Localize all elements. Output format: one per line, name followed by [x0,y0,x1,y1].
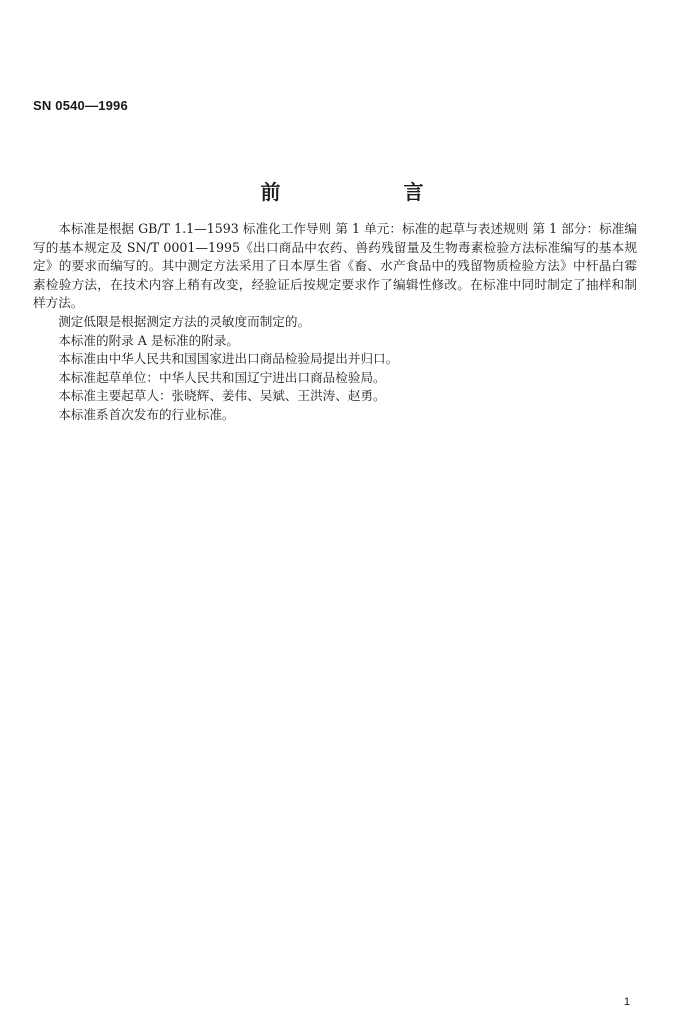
document-body [33,220,637,425]
paragraph-appendix: 本标准的附录 A 是标准的附录。 [58,332,240,348]
standard-code-header: SN 0540—1996 [33,98,128,113]
paragraph-first-release: 本标准系首次发布的行业标准。 [58,406,235,422]
paragraph-drafters: 本标准主要起草人：张晓辉、姜伟、吴斌、王洪涛、赵勇。 [58,388,386,404]
paragraph-proposer: 本标准由中华人民共和国国家进出口商品检验局提出并归口。 [58,351,399,367]
page-title: 前 言 [260,180,482,204]
paragraph-basis: 本标准是根据 GB/T 1.1—1593 标准化工作导则 第 1 单元：标准的起草与表述规则 第 1 部分：标准编写的基本规定及 SN/T 0001—1995《出口商品中农药、兽药残留量及生物毒素检验方法标准编写的基本规定》的要求而编写的。其中测定方法采用了日本厚生省《畜、水产食品中的残留物质检验方法》中杆晶白霉素检验方法，在技术内容上稍有改变，经验证后按规定要求作了编辑性修改。在标准中同时制定了抽样和制样方法。 [33,221,637,311]
paragraph-drafting-unit: 本标准起草单位：中华人民共和国辽宁进出口商品检验局。 [58,369,386,385]
page-number: 1 [623,996,630,1008]
paragraph-detection-limit: 测定低限是根据测定方法的灵敏度而制定的。 [58,313,311,329]
